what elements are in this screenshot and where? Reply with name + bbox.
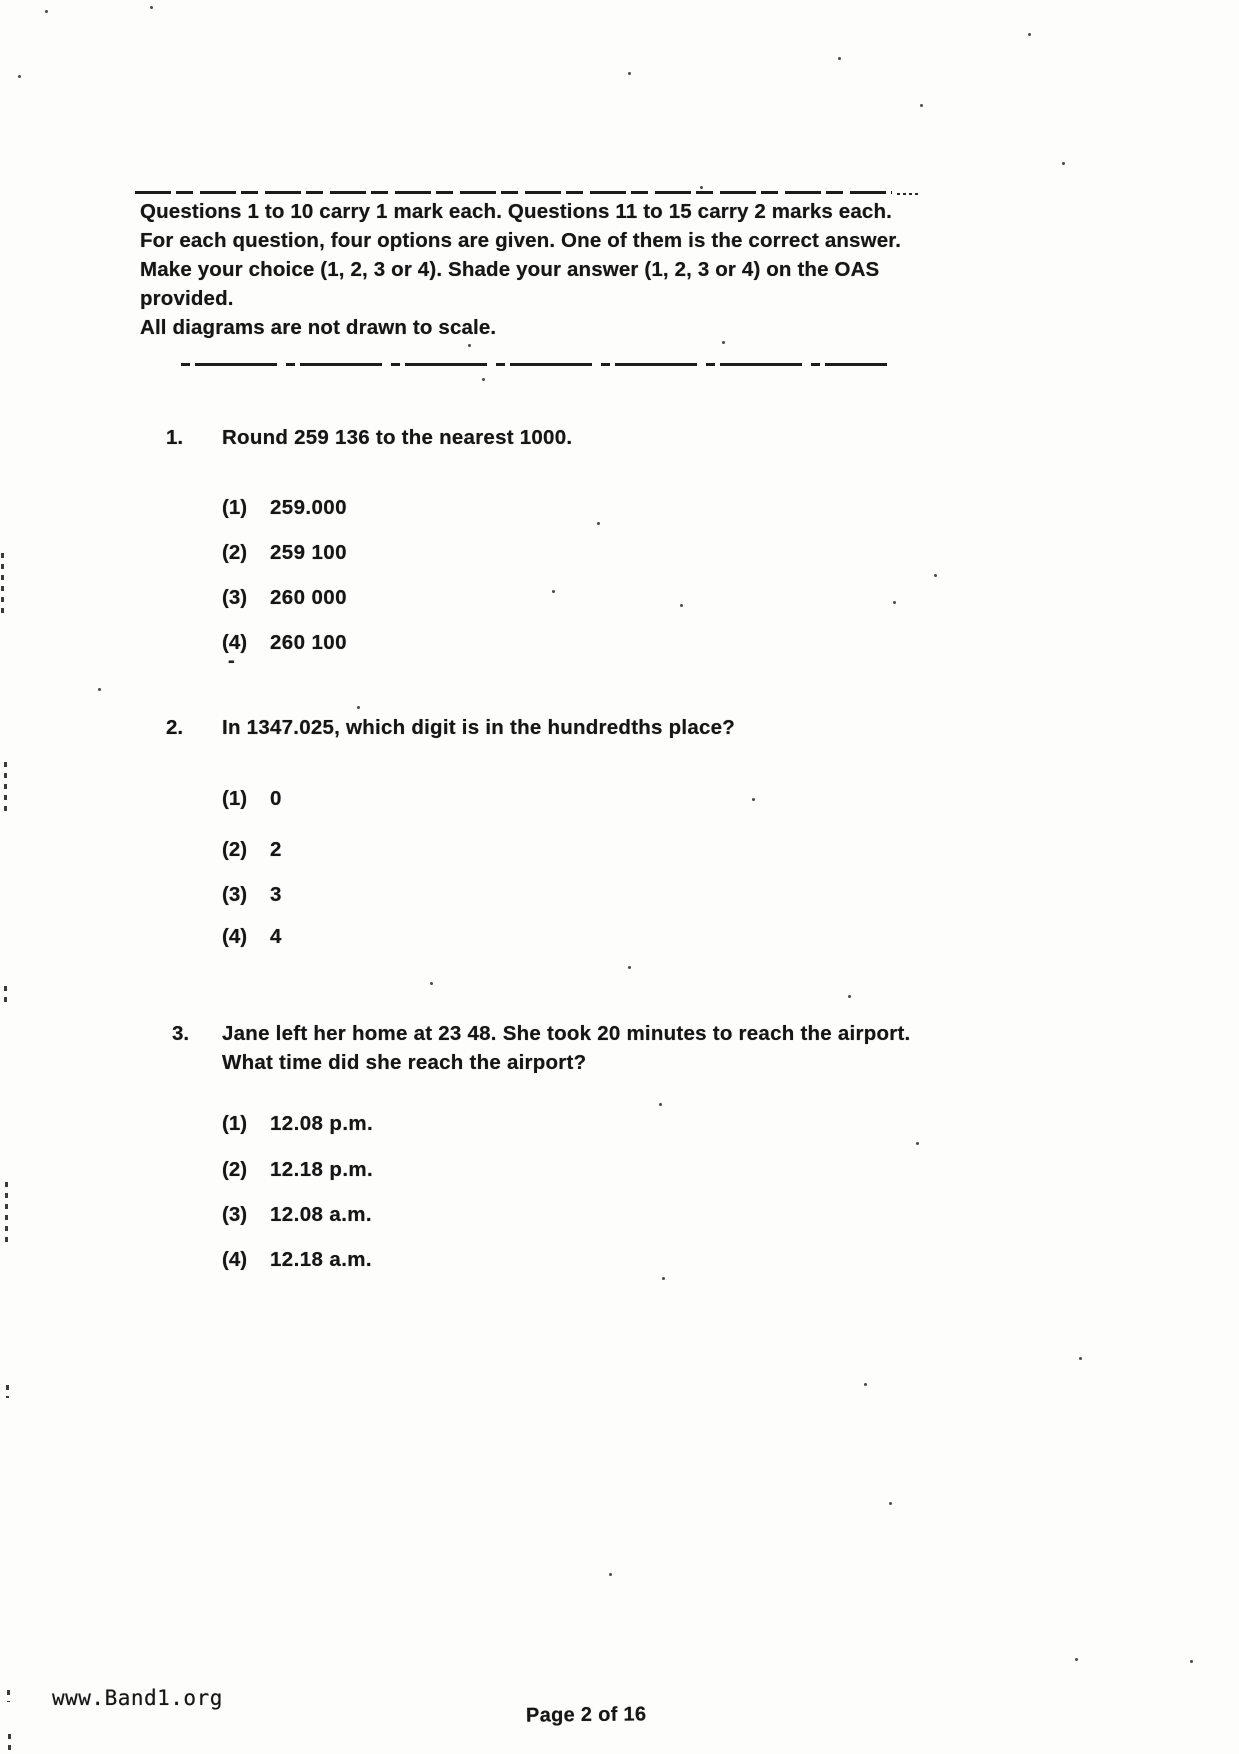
scan-speck — [1062, 162, 1065, 165]
instructions-block — [140, 197, 930, 342]
scan-speck — [1079, 1357, 1082, 1360]
answer-option — [222, 631, 347, 655]
scan-edge-mark — [4, 762, 7, 814]
answer-option — [222, 1158, 373, 1182]
answer-option — [222, 838, 282, 862]
instruction-text: Questions — [140, 200, 248, 223]
answer-option — [222, 1112, 373, 1136]
instruction-line — [140, 255, 930, 313]
question-number: 1. — [166, 426, 184, 449]
scan-edge-mark — [7, 1690, 10, 1702]
option-label: (3) — [222, 1203, 248, 1226]
instruction-line — [140, 226, 930, 255]
option-label: (4) — [222, 631, 248, 654]
footer-page-indicator: Page 2 of 16 — [525, 1703, 647, 1727]
option-value: 2 — [270, 838, 282, 861]
scan-speck — [659, 1103, 662, 1106]
option-label: (2) — [222, 541, 248, 564]
scan-speck — [468, 344, 471, 347]
answer-option — [222, 496, 347, 520]
footer-website: www.Band1.org — [52, 1686, 223, 1710]
answer-option — [222, 787, 282, 811]
scan-edge-mark — [6, 1385, 9, 1398]
instruction-text: carry 2 marks each. — [691, 200, 892, 223]
scan-speck — [662, 1277, 665, 1280]
instruction-text: Make your choice (1, 2, 3 or 4). Shade your answer (1, 2, 3 or 4) on the OAS provided. — [140, 258, 880, 310]
instruction-bold-text: 11 — [615, 200, 638, 223]
scan-speck — [597, 522, 600, 525]
answer-option — [222, 541, 347, 565]
scan-speck — [920, 104, 923, 107]
scan-speck — [357, 706, 360, 709]
option-label: (1) — [222, 1112, 248, 1135]
option-label: (4) — [222, 925, 248, 948]
scan-speck — [1075, 1658, 1078, 1661]
scan-speck — [150, 6, 153, 9]
option-value: 259 100 — [270, 541, 347, 564]
option-label: (3) — [222, 586, 248, 609]
scan-speck — [934, 574, 937, 577]
scan-speck — [430, 982, 433, 985]
question-number: 3. — [172, 1022, 190, 1045]
scan-speck — [916, 1142, 919, 1145]
scan-speck — [628, 72, 631, 75]
option-label: (1) — [222, 787, 248, 810]
scan-speck — [889, 1502, 892, 1505]
scan-speck — [680, 604, 683, 607]
scan-speck — [98, 688, 101, 691]
question-text: Jane left her home at 23 48. She took 20 minutes to reach the airport. — [222, 1022, 911, 1045]
scan-speck — [700, 186, 703, 189]
instruction-bold-text: 15 — [668, 200, 692, 223]
scan-speck — [482, 378, 485, 381]
question-text: Round 259 136 to the nearest 1000. — [222, 426, 573, 449]
answer-option — [222, 883, 282, 907]
stray-dash-mark: - — [228, 650, 235, 672]
option-value: 0 — [270, 787, 282, 810]
instruction-bold-text: 1 — [247, 200, 259, 223]
option-label: (2) — [222, 1158, 248, 1181]
option-label: (1) — [222, 496, 248, 519]
question-number: 2. — [166, 716, 184, 739]
scan-speck — [752, 798, 755, 801]
option-label: (4) — [222, 1248, 248, 1271]
option-value: 260 100 — [270, 631, 347, 654]
option-label: (2) — [222, 838, 248, 861]
question-text: In 1347.025, which digit is in the hundredths place? — [222, 716, 736, 739]
scan-speck — [893, 601, 896, 604]
answer-option — [222, 925, 282, 949]
scan-speck — [628, 966, 631, 969]
scan-edge-mark — [1, 553, 4, 615]
instruction-bold-text: 10 — [290, 200, 314, 223]
scan-speck — [1028, 33, 1031, 36]
scan-edge-mark — [4, 986, 7, 1002]
instruction-text: For each question, four options are given. One of them is the correct answer. — [140, 229, 902, 252]
divider-bottom — [181, 363, 887, 366]
option-value: 12.08 p.m. — [270, 1112, 374, 1135]
option-value: 259.000 — [270, 496, 347, 519]
option-value: 260 000 — [270, 586, 347, 609]
instruction-line — [140, 313, 930, 342]
answer-option — [222, 1248, 372, 1272]
scan-speck — [722, 341, 725, 344]
option-value: 12.08 a.m. — [270, 1203, 373, 1226]
answer-option — [222, 1203, 372, 1227]
option-value: 4 — [270, 925, 282, 948]
option-value: 12.18 p.m. — [270, 1158, 374, 1181]
option-label: (3) — [222, 883, 248, 906]
instruction-text: to — [259, 200, 291, 223]
option-value: 3 — [270, 883, 282, 906]
scan-speck — [838, 57, 841, 60]
question-text: What time did she reach the airport? — [222, 1051, 587, 1074]
instruction-line — [140, 197, 930, 226]
scan-speck — [609, 1573, 612, 1576]
scan-speck — [1190, 1660, 1193, 1663]
scan-speck — [864, 1383, 867, 1386]
instruction-text: All diagrams are not drawn to scale. — [140, 316, 497, 339]
scan-edge-mark — [8, 1734, 11, 1750]
option-value: 12.18 a.m. — [270, 1248, 373, 1271]
instruction-text: carry 1 mark each. Questions — [313, 200, 616, 223]
answer-option — [222, 586, 347, 610]
scan-speck — [552, 590, 555, 593]
divider-top-tail — [897, 193, 921, 195]
scan-speck — [45, 10, 48, 13]
scan-speck — [18, 75, 21, 78]
scan-speck — [848, 995, 851, 998]
scan-edge-mark — [5, 1182, 8, 1248]
instruction-text: to — [637, 200, 669, 223]
divider-top — [135, 191, 892, 194]
